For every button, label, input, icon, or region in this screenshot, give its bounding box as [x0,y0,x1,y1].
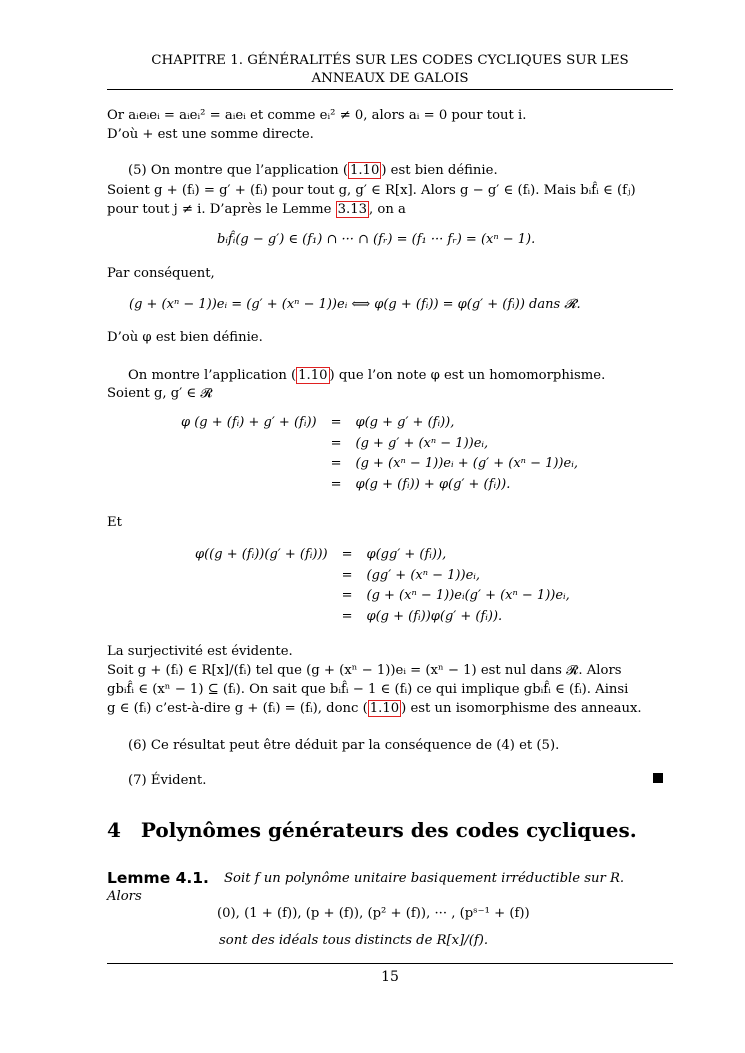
align-rhs: (g + (xⁿ − 1))eᵢ + (g′ + (xⁿ − 1))eᵢ, [355,456,578,471]
paragraph-line: D’où + est une somme directe. [107,127,314,142]
align-eq: = [341,547,353,562]
paragraph-line: Par conséquent, [107,266,215,281]
lemma-statement-line: Alors [107,889,142,904]
paragraph-line: Or aᵢeᵢeᵢ = aᵢeᵢ² = aᵢeᵢ et comme eᵢ² ≠ 0, alors aᵢ = 0 pour tout i. [107,108,527,123]
align-lhs: φ (g + (fᵢ) + g′ + (fᵢ)) [181,415,317,430]
lemma-label: Lemme 4.1. [107,869,209,887]
paragraph-line: Soient g + (fᵢ) = g′ + (fᵢ) pour tout g, g′ ∈ R[x]. Alors g − g′ ∈ (fᵢ). Mais bᵢf̂ᵢ ∈ (fⱼ) [107,183,636,198]
paragraph-line: Soit g + (fᵢ) ∈ R[x]/(fᵢ) tel que (g + (xⁿ − 1))eᵢ = (xⁿ − 1) est nul dans 𝓡. Alors [107,663,622,678]
item-6: (6) Ce résultat peut être déduit par la conséquence de (4) et (5). [128,738,560,753]
align-eq: = [330,476,342,492]
align-eq: = [330,435,342,451]
display-equation: (g + (xⁿ − 1))eᵢ = (g′ + (xⁿ − 1))eᵢ ⟺ φ(g + (fᵢ)) = φ(g′ + (fᵢ)) dans 𝓡. [129,297,581,312]
align-blank [195,567,328,586]
align-blank [181,476,317,495]
paragraph-line [107,367,694,385]
section-number: 4 [107,818,121,842]
align-rhs: φ(g + g′ + (fᵢ)), [355,415,455,430]
align-rhs: φ(gg′ + (fᵢ)), [366,547,447,562]
paragraph-line [107,700,673,718]
text-span: pour tout j ≠ i. D’après le Lemme [107,202,336,217]
align-rhs: φ(g + (fᵢ)) + φ(g′ + (fᵢ)). [355,476,511,492]
text-span: , on a [369,202,406,217]
item-5-heading [107,162,694,180]
qed-square-icon [653,773,663,783]
text-span: ) est bien définie. [381,163,498,178]
align-rhs: (g + (xⁿ − 1))eᵢ(g′ + (xⁿ − 1))eᵢ, [366,588,570,603]
paragraph-line [107,201,673,219]
header-rule [107,89,673,90]
align-eq: = [341,567,353,583]
align-eq: = [341,588,353,603]
align-eq: = [330,415,342,430]
lemma-statement-line: sont des idéals tous distincts de R[x]/(f). [219,933,489,948]
homomorphism-multiplicative-align [195,546,570,626]
align-blank [195,608,328,627]
lemma-statement-line: Soit f un polynôme unitaire basiquement irréductible sur R. [224,871,625,886]
paragraph-line: Soient g, g′ ∈ 𝓡 [107,386,213,401]
align-rhs: (g + g′ + (xⁿ − 1))eᵢ, [355,435,489,451]
paragraph-line: Et [107,515,122,530]
page-number: 15 [381,969,399,985]
align-blank [181,435,317,454]
item-7: (7) Évident. [128,773,207,788]
text-span: (5) On montre que l’application ( [128,163,348,178]
ideals-list: (0), (1 + (f)), (p + (f)), (p² + (f)), ··· , (pˢ⁻¹ + (f)) [217,906,530,921]
equation-ref-link[interactable]: 1.10 [298,368,328,383]
document-page [107,0,673,1053]
align-rhs: (gg′ + (xⁿ − 1))eᵢ, [366,567,481,583]
homomorphism-additive-align [181,414,578,494]
paragraph-line: La surjectivité est évidente. [107,644,293,659]
lemma-ref-link[interactable]: 3.13 [337,202,368,217]
header-line-1: CHAPITRE 1. GÉNÉRALITÉS SUR LES CODES CYCLIQUES SUR LES [151,53,629,68]
section-title: Polynômes générateurs des codes cycliques. [140,818,637,842]
text-span: g ∈ (fᵢ) c’est-à-dire g + (fᵢ) = (fᵢ), donc ( [107,701,368,716]
align-blank [195,587,328,606]
align-lhs: φ((g + (fᵢ))(g′ + (fᵢ))) [195,547,328,562]
text-span: ) que l’on note φ est un homomorphisme. [329,368,606,383]
text-span: ) est un isomorphisme des anneaux. [401,701,642,716]
header-line-2: ANNEAUX DE GALOIS [311,71,469,86]
align-blank [181,455,317,474]
section-heading [107,818,637,842]
display-equation: bᵢf̂ᵢ(g − g′) ∈ (f₁) ∩ ··· ∩ (fᵣ) = (f₁ ··· fᵣ) = (xⁿ − 1). [217,232,536,247]
paragraph-line: D’où φ est bien définie. [107,330,263,345]
equation-ref-link[interactable]: 1.10 [369,701,400,716]
equation-ref-link[interactable]: 1.10 [349,163,380,178]
align-eq: = [330,456,342,471]
paragraph-line: gbᵢf̂ᵢ ∈ (xⁿ − 1) ⊆ (fᵢ). On sait que bᵢf̂ᵢ − 1 ∈ (fᵢ) ce qui implique gbᵢf̂ᵢ ∈ (fᵢ). Ainsi [107,682,629,697]
text-span: On montre l’application ( [128,368,297,383]
align-eq: = [341,608,353,624]
footer-rule [107,963,673,964]
running-header [107,52,673,88]
align-rhs: φ(g + (fᵢ))φ(g′ + (fᵢ)). [366,608,503,624]
